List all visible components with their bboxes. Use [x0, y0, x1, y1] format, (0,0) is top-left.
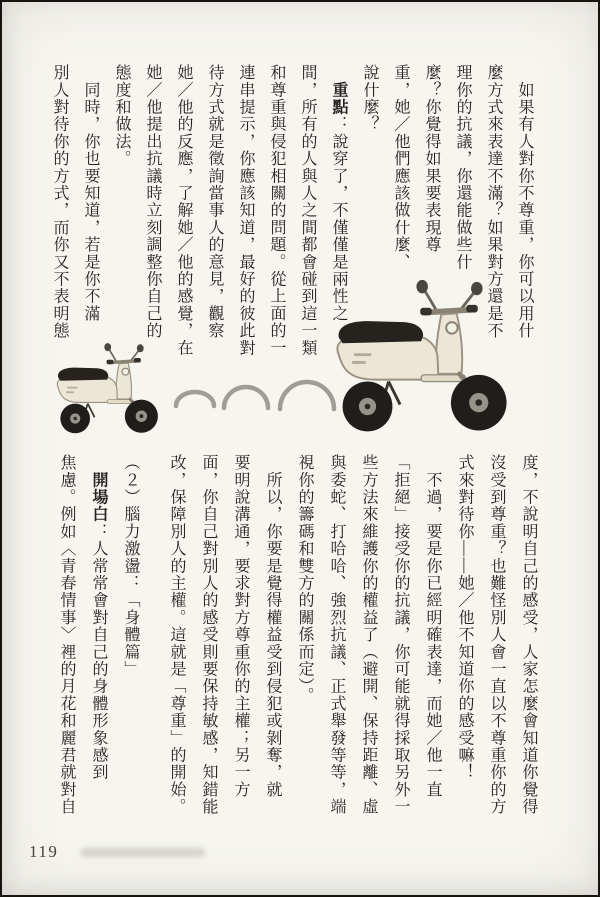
- text-run: 重，她／他們應該做什麼、: [392, 64, 409, 271]
- text-column: [168, 64, 199, 366]
- text-column: [416, 454, 448, 844]
- text-run: 所以，你要是覺得權益受到侵犯或剝奪，就: [264, 454, 281, 798]
- text-column: [256, 454, 288, 844]
- text-run: 些方法來維護你的權益了（避開、保持距離、虛: [360, 454, 377, 816]
- text-column: [480, 454, 512, 844]
- text-run: [90, 454, 107, 471]
- text-column: [448, 454, 480, 844]
- text-run: 度，不說明自己的感受，人家怎麼會知道你覺得: [520, 454, 537, 816]
- text-run: 她／他提出抗議時立刻調整你自己的: [144, 64, 161, 340]
- text-run: 不過，要是你已經明確表達，而她／他一直: [424, 454, 441, 798]
- text-run: 理你的抗議，你還能做些什: [454, 64, 471, 271]
- text-column: [75, 64, 106, 366]
- arc-small: [176, 392, 214, 406]
- text-run: 式來對待你——她／他不知道你的感受嘛！: [456, 454, 473, 781]
- scooter-image-small: [50, 342, 170, 439]
- text-column: [320, 454, 352, 844]
- arc-medium: [224, 387, 268, 408]
- motion-arcs: [168, 374, 344, 416]
- bold-text-run: 開場白: [90, 471, 107, 523]
- text-run: 態度和做法。: [113, 64, 130, 168]
- text-column: [261, 64, 292, 366]
- text-run: 間，所有的人與人之間都會碰到這一類: [299, 64, 316, 357]
- text-run: 要明說溝通，要求對方尊重你的主權；另一方: [232, 454, 249, 798]
- text-column: [384, 454, 416, 844]
- text-column: [106, 64, 137, 366]
- page-number: 119: [29, 842, 59, 861]
- text-run: 「拒絕」接受你的抗議，你可能就得採取另外一: [392, 454, 409, 816]
- text-run: 麼方式來表達不滿？如果對方還是不: [485, 64, 502, 340]
- text-column: [50, 454, 82, 844]
- text-run: 改，保障別人的主權。這就是「尊重」的開始。: [168, 454, 185, 816]
- text-run: 她／他的反應，了解她／他的感覺，在: [175, 64, 192, 357]
- text-column: [137, 64, 168, 366]
- text-run: 視你的籌碼和雙方的關係而定）。: [296, 454, 313, 704]
- text-column: [512, 454, 544, 844]
- text-column: [292, 64, 323, 366]
- bold-text-run: 重點: [330, 81, 347, 116]
- text-run: 別人對待你的方式，而你又不表明態: [51, 64, 68, 340]
- text-column: [352, 454, 384, 844]
- bottom-text-block: [50, 454, 544, 844]
- text-run: 面，你自己對別人的感受則要保持敏感，知錯能: [200, 454, 217, 816]
- text-column: [160, 454, 192, 844]
- text-column: [114, 454, 146, 844]
- text-run: 和尊重與侵犯相關的問題。從上面的一: [268, 64, 285, 357]
- scan-smudge: [80, 848, 205, 857]
- text-column: [192, 454, 224, 844]
- text-run: ：人常常會對自己的身體形象感到: [90, 522, 107, 781]
- text-column: [288, 454, 320, 844]
- text-column: [230, 64, 261, 366]
- text-run: 沒受到尊重？也難怪別人會一直以不尊重你的方: [488, 454, 505, 816]
- text-column: [44, 64, 75, 366]
- text-run: 待方式就是徵詢當事人的意見，觀察: [206, 64, 223, 340]
- text-run: 如果有人對你不尊重，你可以用什: [516, 64, 533, 340]
- text-run: 與委蛇、打哈哈、強烈抗議、正式舉發等等，端: [328, 454, 345, 816]
- text-run: 同時，你也要知道，若是你不滿: [82, 64, 99, 322]
- text-column: [199, 64, 230, 366]
- text-run: 焦慮。例如〈青春情事〉裡的月花和麗君就對自: [58, 454, 75, 816]
- text-run: 說什麼？: [361, 64, 378, 133]
- text-run: ：說穿了，不僅僅是兩性之: [330, 115, 347, 323]
- text-column: [82, 454, 114, 844]
- text-column: [224, 454, 256, 844]
- text-run: （２）腦力激盪：「身體篇」: [122, 454, 139, 678]
- scooter-image-large: [325, 278, 527, 441]
- text-run: 連串提示，你應該知道，最好的彼此對: [237, 64, 254, 357]
- text-run: 麼？你覺得如果要表現尊: [423, 64, 440, 254]
- text-run: [330, 64, 347, 81]
